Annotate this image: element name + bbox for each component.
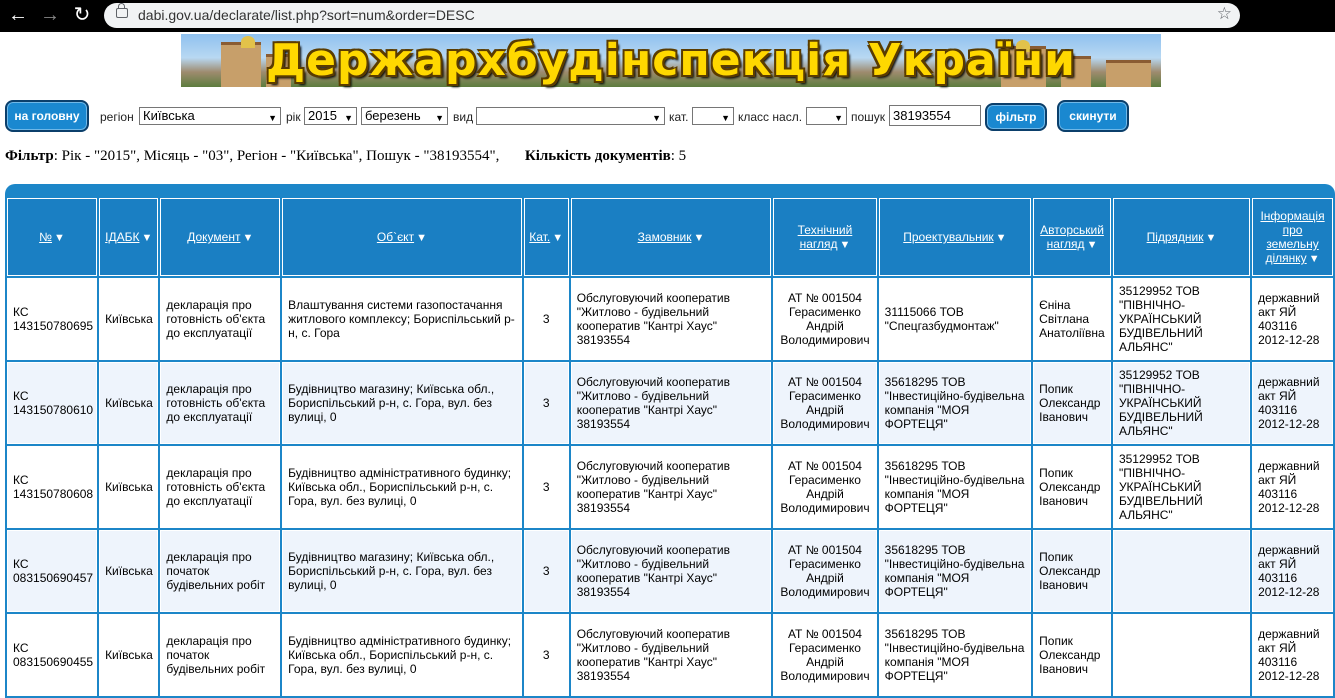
cell-land: державний акт ЯЙ 403116 2012-12-28 [1252, 614, 1333, 696]
filter-summary-label: Фільтр [5, 148, 54, 164]
column-header-num[interactable] [7, 198, 97, 276]
column-header-technical-supervision[interactable] [773, 198, 876, 276]
cell-idabk: Київська [99, 278, 158, 360]
search-input[interactable]: 38193554 [889, 105, 981, 126]
cell-object: Будівництво магазину; Київська обл., Бориспільський р-н, с. Гора, вул. без вулиці, 0 [282, 530, 522, 612]
chevron-down-icon: ▼ [268, 113, 277, 123]
sort-desc-icon[interactable]: ▼ [1205, 232, 1217, 244]
cell-author: Попик Олександр Іванович [1033, 614, 1111, 696]
home-button[interactable]: на головну [5, 100, 89, 132]
sort-link[interactable]: Технічний нагляд [797, 223, 853, 251]
cell-designer: 35618295 ТОВ "Інвестиційно-будівельна компанія "МОЯ ФОРТЕЦЯ" [879, 446, 1032, 528]
cell-contractor: 35129952 ТОВ "ПІВНІЧНО-УКРАЇНСЬКИЙ БУДІВЕЛЬНИЙ АЛЬЯНС" [1113, 446, 1250, 528]
cell-tech: АТ № 001504 Герасименко Андрій Володимирович [773, 278, 876, 360]
sort-link[interactable]: Кат. [529, 230, 551, 244]
site-banner[interactable] [181, 34, 1161, 87]
cell-designer: 31115066 ТОВ "Спецгазбудмонтаж" [879, 278, 1032, 360]
url-text[interactable]: dabi.gov.ua/declarate/list.php?sort=num&order=DESC [138, 7, 475, 23]
cell-contractor [1113, 614, 1250, 696]
column-header-land-info[interactable] [1252, 198, 1333, 276]
column-header-author-supervision[interactable] [1033, 198, 1111, 276]
sort-desc-icon[interactable]: ▼ [242, 232, 254, 244]
chevron-down-icon: ▼ [344, 113, 353, 123]
cell-contractor: 35129952 ТОВ "ПІВНІЧНО-УКРАЇНСЬКИЙ БУДІВЕЛЬНИЙ АЛЬЯНС" [1113, 362, 1250, 444]
sort-link[interactable]: Замовник [637, 230, 692, 244]
cell-land: державний акт ЯЙ 403116 2012-12-28 [1252, 530, 1333, 612]
declarations-table-container [5, 184, 1335, 683]
cell-num: КС 143150780695 [7, 278, 97, 360]
column-header-object[interactable] [282, 198, 522, 276]
sort-desc-icon[interactable]: ▼ [995, 232, 1007, 244]
column-header-customer[interactable] [571, 198, 772, 276]
cell-designer: 35618295 ТОВ "Інвестиційно-будівельна компанія "МОЯ ФОРТЕЦЯ" [879, 614, 1032, 696]
cell-doc: декларація про готовність об'єкта до експлуатації [160, 362, 280, 444]
cell-object: Будівництво адміністративного будинку; Київська обл., Бориспільський р-н, с. Гора, вул. без вулиці, 0 [282, 614, 522, 696]
table-row [7, 530, 1333, 612]
cell-num: КС 143150780608 [7, 446, 97, 528]
sort-desc-icon[interactable]: ▼ [552, 232, 564, 244]
sort-desc-icon[interactable]: ▼ [839, 239, 851, 251]
cell-idabk: Київська [99, 530, 158, 612]
cell-designer: 35618295 ТОВ "Інвестиційно-будівельна компанія "МОЯ ФОРТЕЦЯ" [879, 530, 1032, 612]
cell-cat: 3 [524, 278, 569, 360]
reload-icon[interactable]: ↻ [73, 4, 91, 26]
cell-num: КС 083150690455 [7, 614, 97, 696]
column-header-category[interactable] [524, 198, 569, 276]
cell-contractor: 35129952 ТОВ "ПІВНІЧНО-УКРАЇНСЬКИЙ БУДІВЕЛЬНИЙ АЛЬЯНС" [1113, 278, 1250, 360]
back-icon[interactable]: ← [8, 4, 28, 26]
cell-object: Влаштування системи газопостачання житлового комплексу; Бориспільський р-н, с. Гора [282, 278, 522, 360]
column-header-document[interactable] [160, 198, 280, 276]
cell-cat: 3 [524, 530, 569, 612]
region-label: регіон [100, 110, 134, 124]
sort-desc-icon[interactable]: ▼ [141, 232, 153, 244]
cell-customer: Обслуговуючий кооператив "Житлово - будівельний кооператив "Кантрі Хаус" 38193554 [571, 278, 772, 360]
type-label: вид [453, 110, 474, 124]
chevron-down-icon: ▼ [721, 113, 730, 123]
document-count-label: Кількість документів [524, 148, 671, 164]
cell-customer: Обслуговуючий кооператив "Житлово - будівельний кооператив "Кантрі Хаус" 38193554 [571, 614, 772, 696]
region-select[interactable] [139, 107, 281, 125]
sort-desc-icon[interactable]: ▼ [1308, 253, 1320, 265]
month-select[interactable] [361, 107, 448, 125]
table-row [7, 614, 1333, 696]
cell-designer: 35618295 ТОВ "Інвестиційно-будівельна компанія "МОЯ ФОРТЕЦЯ" [879, 362, 1032, 444]
sort-link[interactable]: Підрядник [1146, 230, 1204, 244]
sort-link[interactable]: Документ [187, 230, 241, 244]
region-select-value: Київська [143, 108, 195, 123]
declarations-table [5, 196, 1335, 698]
chevron-down-icon: ▼ [652, 113, 661, 123]
cell-idabk: Київська [99, 614, 158, 696]
cell-tech: АТ № 001504 Герасименко Андрій Володимирович [773, 362, 876, 444]
cell-author: Попик Олександр Іванович [1033, 530, 1111, 612]
cell-doc: декларація про початок будівельних робіт [160, 614, 280, 696]
sort-link[interactable]: ІДАБК [105, 230, 140, 244]
chevron-down-icon: ▼ [834, 113, 843, 123]
cell-num: КС 143150780610 [7, 362, 97, 444]
cell-land: державний акт ЯЙ 403116 2012-12-28 [1252, 278, 1333, 360]
year-select-value: 2015 [308, 108, 337, 123]
month-select-value: березень [365, 108, 421, 123]
cell-tech: АТ № 001504 Герасименко Андрій Володимирович [773, 530, 876, 612]
cell-contractor [1113, 530, 1250, 612]
cell-tech: АТ № 001504 Герасименко Андрій Володимирович [773, 614, 876, 696]
year-label: рік [286, 110, 301, 124]
forward-icon[interactable]: → [40, 4, 60, 26]
cell-doc: декларація про готовність об'єкта до експлуатації [160, 278, 280, 360]
sort-desc-icon[interactable]: ▼ [54, 232, 65, 244]
cell-customer: Обслуговуючий кооператив "Житлово - будівельний кооператив "Кантрі Хаус" 38193554 [571, 530, 772, 612]
banner-title: Держархбудінспекція України [265, 35, 1077, 86]
category-label: кат. [669, 110, 689, 124]
bookmark-star-icon[interactable]: ☆ [1216, 4, 1232, 23]
table-row [7, 362, 1333, 444]
class-select[interactable] [806, 107, 847, 125]
class-label: класс насл. [738, 110, 803, 124]
cell-object: Будівництво адміністративного будинку; Київська обл., Бориспільський р-н, с. Гора, вул. без вулиці, 0 [282, 446, 522, 528]
cell-customer: Обслуговуючий кооператив "Житлово - будівельний кооператив "Кантрі Хаус" 38193554 [571, 362, 772, 444]
table-row [7, 446, 1333, 528]
sort-link[interactable]: Авторський нагляд [1040, 223, 1104, 251]
sort-desc-icon[interactable]: ▼ [416, 232, 427, 244]
year-select[interactable] [304, 107, 357, 125]
cell-cat: 3 [524, 614, 569, 696]
column-header-designer[interactable] [879, 198, 1032, 276]
category-select[interactable] [692, 107, 734, 125]
cell-cat: 3 [524, 362, 569, 444]
cell-author: Попик Олександр Іванович [1033, 362, 1111, 444]
table-body [7, 278, 1333, 696]
column-header-contractor[interactable] [1113, 198, 1250, 276]
address-bar[interactable] [104, 3, 1240, 28]
type-select[interactable] [476, 107, 665, 125]
table-row [7, 278, 1333, 360]
cell-author: Єніна Світлана Анатоліївна [1033, 278, 1111, 360]
cell-tech: АТ № 001504 Герасименко Андрій Володимирович [773, 446, 876, 528]
sort-desc-icon[interactable]: ▼ [1086, 239, 1098, 251]
cell-land: державний акт ЯЙ 403116 2012-12-28 [1252, 362, 1333, 444]
sort-link[interactable]: № [39, 230, 53, 244]
reset-button[interactable]: скинути [1057, 100, 1129, 132]
cell-land: державний акт ЯЙ 403116 2012-12-28 [1252, 446, 1333, 528]
document-count-value: : 5 [670, 148, 687, 164]
sort-link[interactable]: Інформація про земельну ділянку [1260, 209, 1325, 265]
cell-num: КС 083150690457 [7, 530, 97, 612]
cell-cat: 3 [524, 446, 569, 528]
lock-icon [116, 8, 128, 18]
table-header-row [7, 198, 1333, 276]
filter-button[interactable]: фільтр [985, 103, 1047, 131]
cell-idabk: Київська [99, 362, 158, 444]
cell-idabk: Київська [99, 446, 158, 528]
sort-link[interactable]: Об`єкт [376, 230, 415, 244]
cell-doc: декларація про готовність об'єкта до експлуатації [160, 446, 280, 528]
cell-customer: Обслуговуючий кооператив "Житлово - будівельний кооператив "Кантрі Хаус" 38193554 [571, 446, 772, 528]
cell-author: Попик Олександр Іванович [1033, 446, 1111, 528]
search-label: пошук [851, 110, 886, 124]
chevron-down-icon: ▼ [435, 113, 444, 123]
cell-doc: декларація про початок будівельних робіт [160, 530, 280, 612]
sort-link[interactable]: Проектувальник [903, 230, 994, 244]
filter-summary [5, 148, 686, 165]
browser-toolbar [0, 0, 1335, 32]
column-header-idabk[interactable] [99, 198, 158, 276]
filter-summary-text: : Рік - "2015", Місяць - "03", Регіон - "Київська", Пошук - "38193554", [53, 148, 500, 164]
sort-desc-icon[interactable]: ▼ [693, 232, 705, 244]
cell-object: Будівництво магазину; Київська обл., Бориспільський р-н, с. Гора, вул. без вулиці, 0 [282, 362, 522, 444]
